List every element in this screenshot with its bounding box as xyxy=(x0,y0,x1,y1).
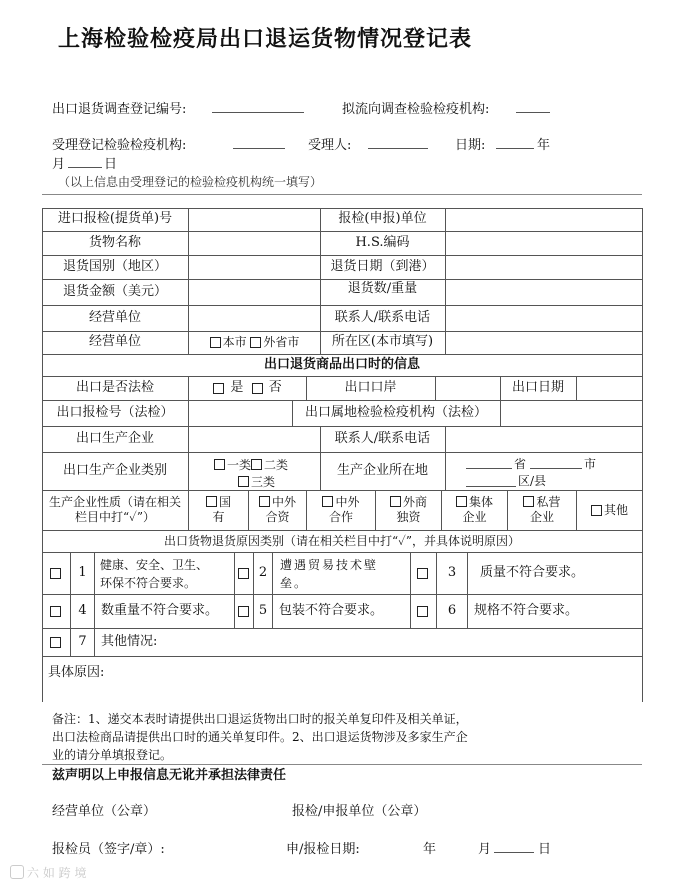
section-export-info: 出口退货商品出口时的信息 xyxy=(263,356,420,372)
hs-code-label: H.S.编码 xyxy=(355,234,410,250)
district-blank[interactable] xyxy=(466,486,516,487)
local-option-label: 本市 xyxy=(222,335,247,349)
footer-day: 日 xyxy=(538,842,552,857)
yes-label: 是 xyxy=(230,379,244,395)
nature-private[interactable]: 私营 企业 xyxy=(508,490,576,530)
reason3-text: 质量不符合要求。 xyxy=(480,564,585,580)
producer-nature-label: 生产企业性质（请在相关栏目中打“✓”） xyxy=(48,495,181,524)
category-row2 xyxy=(238,473,275,490)
export-port-label: 出口口岸 xyxy=(344,379,397,395)
reason4-text: 数重量不符合要求。 xyxy=(101,602,219,618)
date-month: 月 xyxy=(52,157,66,172)
return-country-label: 退货国别（地区） xyxy=(62,258,167,274)
remarks-line3: 业的请分单填报登记。 xyxy=(52,748,173,762)
producer-label: 出口生产企业 xyxy=(75,430,154,446)
acceptor-label: 受理人: xyxy=(308,138,352,153)
return-date-label: 退货日期（到港） xyxy=(330,258,435,274)
import-inspection-no-label: 进口报检(提货单)号 xyxy=(57,211,173,227)
export-port-field[interactable] xyxy=(436,376,500,400)
proposed-org-blank[interactable] xyxy=(516,112,550,113)
accept-org-blank[interactable] xyxy=(233,148,285,149)
province-blank[interactable] xyxy=(466,468,512,469)
remarks xyxy=(52,710,468,764)
producer-contact-label: 联系人/联系电话 xyxy=(334,430,431,446)
contact-label: 联系人/联系电话 xyxy=(334,309,431,325)
nature-checkbox[interactable] xyxy=(456,496,467,507)
city-label: 市 xyxy=(584,457,597,471)
reason7-checkbox[interactable] xyxy=(42,628,70,656)
export-local-org-label: 出口属地检验检疫机构（法检） xyxy=(304,404,487,420)
category2-checkbox[interactable] xyxy=(251,459,262,470)
import-inspection-no-field[interactable] xyxy=(189,208,320,231)
specific-reason-label: 具体原因: xyxy=(48,665,105,680)
inspector-signature-label: 报检员（签字/章）: xyxy=(52,842,165,857)
reason5-checkbox[interactable] xyxy=(235,594,253,628)
export-date-label: 出口日期 xyxy=(511,379,564,395)
declaration: 兹声明以上申报信息无讹并承担法律责任 xyxy=(52,768,287,783)
operating-unit-label: 经营单位 xyxy=(88,309,141,325)
producer-contact-field[interactable] xyxy=(446,426,642,452)
declaration-date-label: 申/报检日期: xyxy=(286,842,360,857)
province-label: 省 xyxy=(514,457,527,471)
nature-state-owned[interactable]: 国 有 xyxy=(189,490,248,530)
producer-category-label: 出口生产企业类别 xyxy=(62,462,167,478)
legal-inspection-options xyxy=(189,376,306,400)
reason3-number: 3 xyxy=(447,564,457,580)
reason2-number: 2 xyxy=(258,564,268,580)
declaring-unit-label: 报检(申报)单位 xyxy=(338,211,427,227)
reason6-text: 规格不符合要求。 xyxy=(474,602,579,618)
return-country-field[interactable] xyxy=(189,255,320,279)
watermark-logo-icon xyxy=(10,865,24,879)
acceptor-blank[interactable] xyxy=(368,148,428,149)
nature-collective[interactable]: 集体 企业 xyxy=(442,490,507,530)
footer-day-blank[interactable] xyxy=(494,852,534,853)
reg-no-blank[interactable] xyxy=(212,112,304,113)
nature-checkbox[interactable] xyxy=(259,496,270,507)
no-label: 否 xyxy=(268,379,282,395)
reg-no-label: 出口退货调查登记编号: xyxy=(52,102,187,117)
nature-joint-venture[interactable]: 中外 合资 xyxy=(249,490,306,530)
district-label: 所在区(本市填写) xyxy=(331,334,434,350)
watermark xyxy=(10,864,86,881)
watermark-text: 六 如 跨 境 xyxy=(27,866,87,880)
operating-unit-location-label: 经营单位 xyxy=(88,334,141,350)
nature-checkbox[interactable] xyxy=(206,496,217,507)
yes-checkbox[interactable] xyxy=(213,383,224,394)
return-amount-field[interactable] xyxy=(189,279,320,305)
nature-checkbox[interactable] xyxy=(390,496,401,507)
export-local-org-field[interactable] xyxy=(501,400,642,426)
producer-field[interactable] xyxy=(189,426,320,452)
reason4-number: 4 xyxy=(78,602,87,618)
other-province-checkbox[interactable] xyxy=(250,337,261,348)
other-province-option-label: 外省市 xyxy=(263,335,300,349)
contact-field[interactable] xyxy=(446,305,642,331)
specific-reason-field[interactable] xyxy=(44,676,640,701)
remarks-line1: 备注：1、递交本表时请提供出口退运货物出口时的报关单复印件及相关单证， xyxy=(52,712,468,726)
reason4-checkbox[interactable] xyxy=(42,594,70,628)
footer-month: 月 xyxy=(478,842,492,857)
no-checkbox[interactable] xyxy=(252,383,263,394)
reason3-checkbox[interactable] xyxy=(411,552,436,594)
location-options xyxy=(189,331,320,354)
section-return-reason: 出口货物退货原因类别（请在相关栏目中打“✓”，并具体说明原因） xyxy=(163,533,520,548)
reason2-checkbox[interactable] xyxy=(235,552,253,594)
category3-checkbox[interactable] xyxy=(238,476,249,487)
producer-location-label: 生产企业所在地 xyxy=(336,462,428,478)
declaring-unit-seal-label: 报检/申报单位（公章） xyxy=(292,804,427,819)
return-quantity-label: 退货数/重量 xyxy=(347,280,418,296)
reason7-number: 7 xyxy=(78,633,87,649)
nature-other[interactable]: 其他 xyxy=(577,490,642,530)
proposed-org-label: 拟流向调查检验检疫机构: xyxy=(342,102,490,117)
page-title: 上海检验检疫局出口退运货物情况登记表 xyxy=(58,26,473,52)
return-date-field[interactable] xyxy=(446,255,642,279)
remarks-line2: 出口法检商品请提供出口时的通关单复印件。2、出口退运货物涉及多家生产企 xyxy=(52,730,468,744)
date-month-blank[interactable] xyxy=(68,167,102,168)
city-blank[interactable] xyxy=(530,468,582,469)
nature-checkbox[interactable] xyxy=(591,505,602,516)
legal-inspection-label: 出口是否法检 xyxy=(75,379,154,395)
date-label: 日期: xyxy=(455,138,486,153)
local-checkbox[interactable] xyxy=(210,337,221,348)
reason5-text: 包装不符合要求。 xyxy=(279,602,384,618)
accept-org-label: 受理登记检验检疫机构: xyxy=(52,138,187,153)
operating-unit-seal-label: 经营单位（公章） xyxy=(52,804,157,819)
nature-cooperative[interactable]: 中外 合作 xyxy=(307,490,375,530)
date-year: 年 xyxy=(537,138,551,153)
nature-checkbox[interactable] xyxy=(523,496,534,507)
operating-unit-field[interactable] xyxy=(189,305,320,331)
export-date-field[interactable] xyxy=(577,376,642,400)
nature-checkbox[interactable] xyxy=(322,496,333,507)
reason5-number: 5 xyxy=(258,602,268,618)
reason1-number: 1 xyxy=(78,564,87,580)
header-divider xyxy=(42,194,642,195)
return-amount-label: 退货金额（美元） xyxy=(62,283,167,299)
header-note: （以上信息由受理登记的检验检疫机构统一填写） xyxy=(58,175,323,189)
footer-year: 年 xyxy=(423,842,437,857)
category1-checkbox[interactable] xyxy=(214,459,225,470)
reason1-checkbox[interactable] xyxy=(42,552,70,594)
reason1-text: 健康、安全、卫生、 环保不符合要求。 xyxy=(100,558,209,590)
hs-code-field[interactable] xyxy=(446,231,642,255)
category-row1 xyxy=(214,456,288,473)
reason6-number: 6 xyxy=(447,602,457,618)
export-inspection-no-field[interactable] xyxy=(189,400,292,426)
export-inspection-no-label: 出口报检号（法检） xyxy=(56,404,174,420)
reason6-checkbox[interactable] xyxy=(411,594,436,628)
goods-name-label: 货物名称 xyxy=(88,234,141,250)
category1-label: 一类 xyxy=(227,458,252,472)
declaring-unit-field[interactable] xyxy=(446,208,642,231)
reason7-text: 其他情况: xyxy=(101,633,158,649)
return-quantity-field[interactable] xyxy=(446,279,642,305)
district-field[interactable] xyxy=(446,331,642,354)
reason2-text: 遭遇贸易技术壁 垒。 xyxy=(280,558,379,590)
category2-label: 二类 xyxy=(264,458,289,472)
category3-label: 三类 xyxy=(251,475,276,489)
date-day: 日 xyxy=(104,157,118,172)
goods-name-field[interactable] xyxy=(189,231,320,255)
district-county-label: 区/县 xyxy=(518,474,547,488)
date-year-blank[interactable] xyxy=(496,148,534,149)
nature-foreign-owned[interactable]: 外商 独资 xyxy=(376,490,441,530)
